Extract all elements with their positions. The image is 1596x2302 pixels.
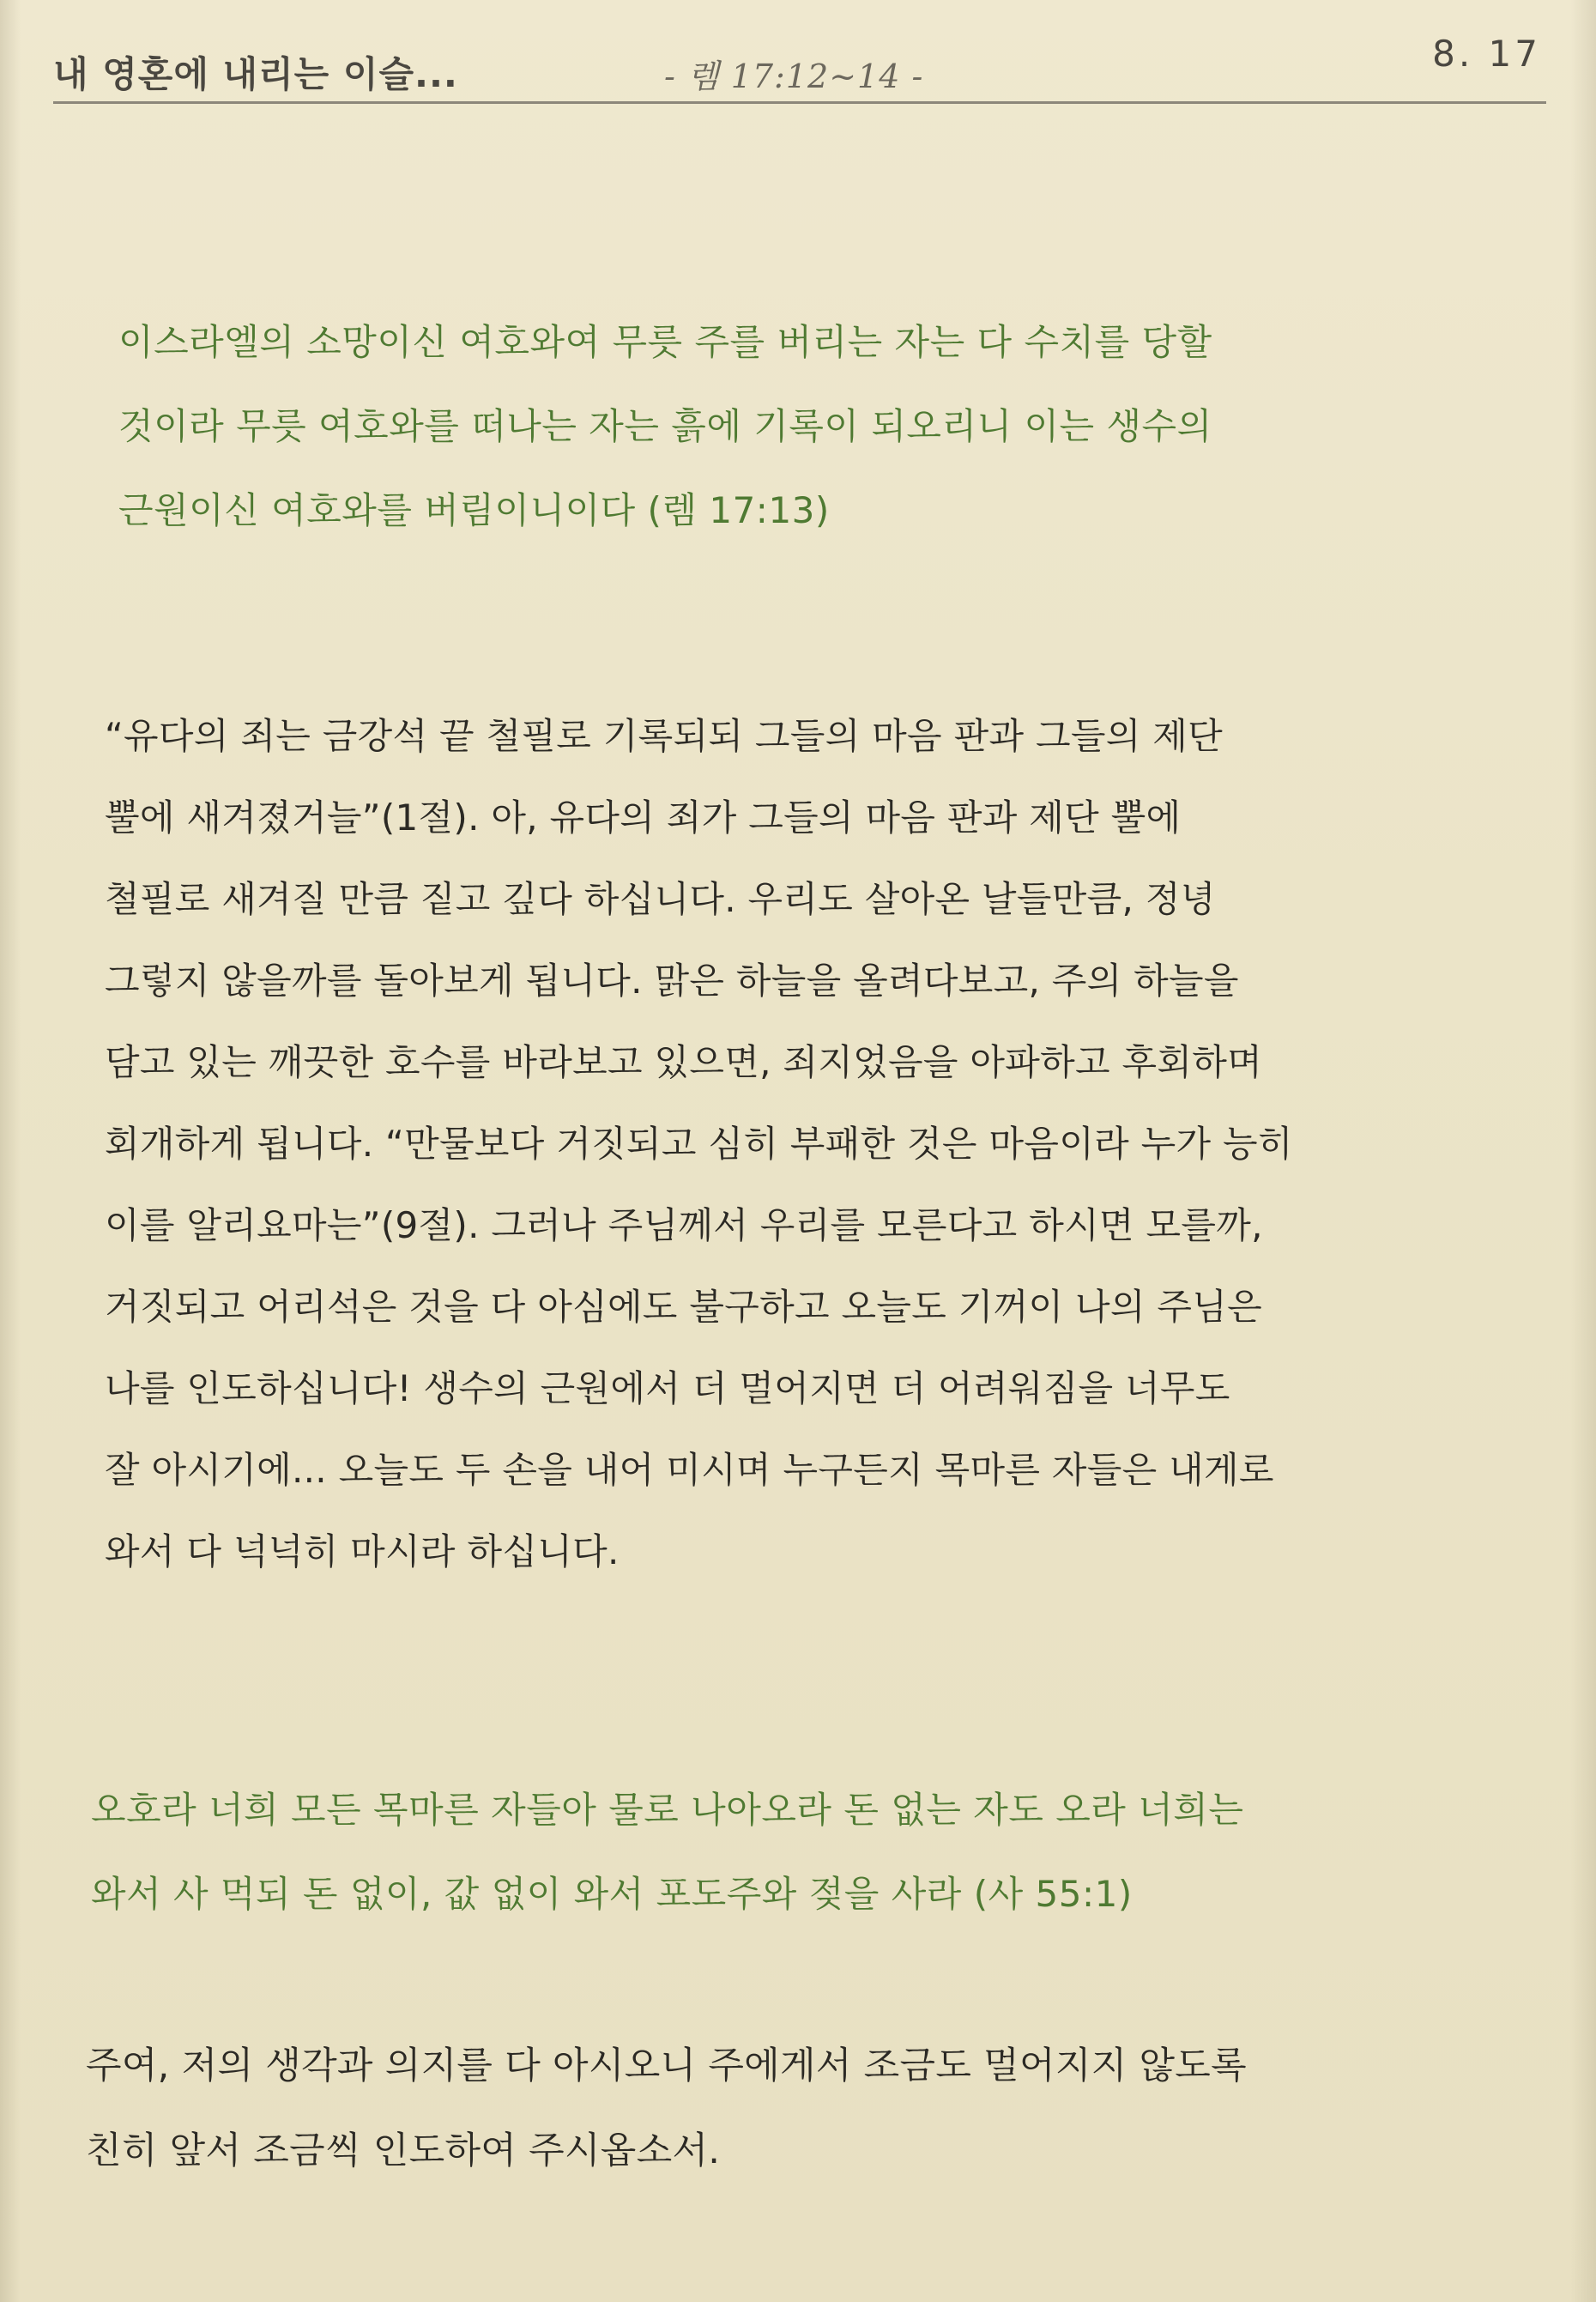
verse-line: 오호라 너희 모든 목마른 자들아 물로 나아오라 돈 없는 자도 오라 너희는 [91, 1789, 1244, 1831]
prayer-paragraph [86, 2024, 1545, 2194]
closing-scripture-verse [91, 1768, 1533, 1936]
prayer-line: 주여, 저의 생각과 의지를 다 아시오니 주에게서 조금도 멀어지지 않도록 [86, 2045, 1247, 2087]
paragraph-line: 이를 알리요마는”(9절). 그러나 주님께서 우리를 모른다고 하시면 모를까, [105, 1204, 1263, 1246]
paragraph-line: 그렇지 않을까를 돌아보게 됩니다. 맑은 하늘을 올려다보고, 주의 하늘을 [105, 960, 1239, 1002]
verse-line: 근원이신 여호와를 버림이니이다 (렘 17:13) [118, 489, 830, 531]
meditation-paragraph [105, 695, 1512, 1592]
prayer-line: 친히 앞서 조금씩 인도하여 주시옵소서. [86, 2129, 721, 2172]
opening-scripture-verse [118, 300, 1457, 553]
verse-line: 것이라 무릇 여호와를 떠나는 자는 흙에 기록이 되오리니 이는 생수의 [118, 405, 1212, 447]
page-date: 8. 17 [1432, 33, 1541, 75]
book-title: 내 영혼에 내리는 이슬... [53, 53, 458, 95]
paragraph-line: 와서 다 넉넉히 마시라 하십니다. [105, 1530, 620, 1572]
verse-line: 이스라엘의 소망이신 여호와여 무릇 주를 버리는 자는 다 수치를 당할 [118, 321, 1212, 363]
paragraph-line: 나를 인도하십니다! 생수의 근원에서 더 멀어지면 더 어려워짐을 너무도 [105, 1367, 1230, 1409]
paragraph-line: 잘 아시기에... 오늘도 두 손을 내어 미시며 누구든지 목마른 자들은 내게로 [105, 1449, 1274, 1491]
paragraph-line: 거짓되고 어리석은 것을 다 아심에도 불구하고 오늘도 기꺼이 나의 주님은 [105, 1286, 1263, 1328]
paragraph-line: “유다의 죄는 금강석 끝 철필로 기록되되 그들의 마음 판과 그들의 제단 [105, 715, 1223, 757]
paragraph-line: 철필로 새겨질 만큼 짙고 깊다 하십니다. 우리도 살아온 날들만큼, 정녕 [105, 878, 1216, 920]
scripture-reference: - 렘 17:12~14 - [664, 58, 924, 95]
paragraph-line: 뿔에 새겨졌거늘”(1절). 아, 유다의 죄가 그들의 마음 판과 제단 뿔에 [105, 797, 1182, 839]
running-header [53, 33, 1546, 104]
paragraph-line: 담고 있는 깨끗한 호수를 바라보고 있으면, 죄지었음을 아파하고 후회하며 [105, 1041, 1263, 1083]
verse-line: 와서 사 먹되 돈 없이, 값 없이 와서 포도주와 젖을 사라 (사 55:1) [91, 1873, 1133, 1915]
paragraph-line: 회개하게 됩니다. “만물보다 거짓되고 심히 부패한 것은 마음이라 누가 능히 [105, 1123, 1293, 1165]
